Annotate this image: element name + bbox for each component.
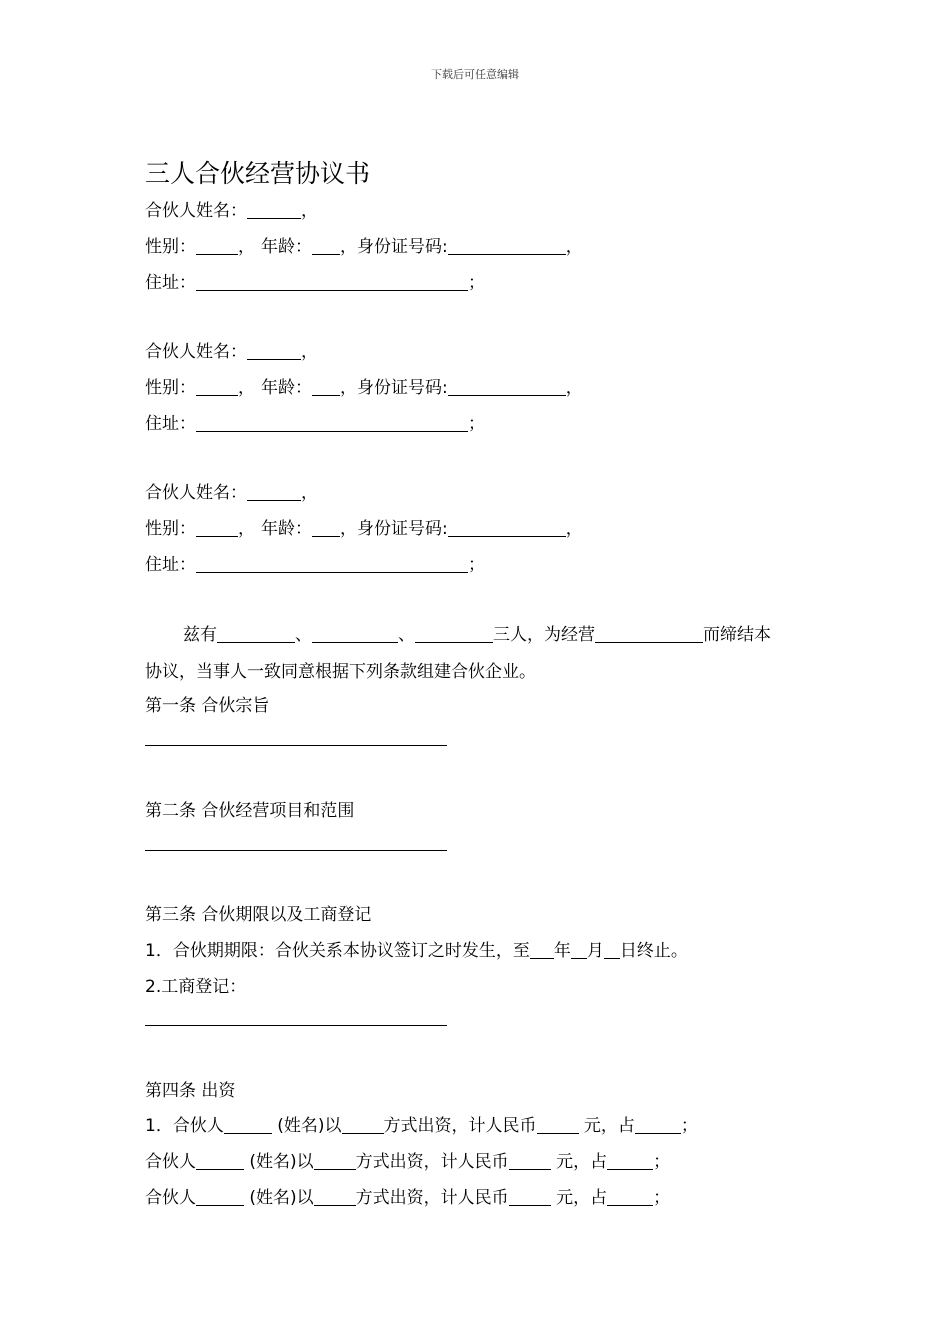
- header-note: 下载后可任意编辑: [431, 68, 519, 81]
- address-blank: [196, 273, 468, 291]
- article-1-heading: 第一条 合伙宗旨: [145, 696, 270, 716]
- comma: ，: [340, 237, 357, 257]
- gender-label: 性别：: [145, 519, 196, 539]
- partner-1-address-row: [145, 271, 485, 295]
- partner-3-info-row: [145, 517, 583, 541]
- gender-blank: [196, 237, 238, 255]
- contribution-row-1: [145, 1114, 698, 1138]
- contribution-prefix: 1．合伙人: [145, 1116, 224, 1136]
- amount-blank: [537, 1116, 579, 1134]
- method-blank: [314, 1152, 356, 1170]
- partner-2-name-row: [145, 340, 318, 364]
- dunhao: 、: [398, 625, 415, 645]
- partner-blank: [196, 1188, 244, 1206]
- comma: ，: [301, 342, 318, 362]
- name-note: (姓名)以: [271, 1116, 342, 1136]
- party-3-blank: [415, 625, 493, 643]
- partner-name-label: 合伙人姓名：: [145, 342, 247, 362]
- partner-name-blank: [247, 201, 301, 219]
- contribution-prefix: 合伙人: [145, 1188, 196, 1208]
- dunhao: 、: [295, 625, 312, 645]
- address-blank: [196, 414, 468, 432]
- address-label: 住址：: [145, 414, 196, 434]
- yuan-text: 元，占: [578, 1116, 635, 1136]
- method-text: 方式出资，计人民币: [355, 1152, 509, 1172]
- partner-name-blank: [247, 342, 301, 360]
- id-label: 身份证号码:: [357, 378, 448, 398]
- partner-blank: [224, 1116, 272, 1134]
- id-label: 身份证号码:: [357, 237, 448, 257]
- age-label: 年龄：: [261, 519, 312, 539]
- gender-label: 性别：: [145, 378, 196, 398]
- partner-name-blank: [247, 483, 301, 501]
- article-2-fill-line: [145, 850, 447, 851]
- term-text: 1．合伙期期限：合伙关系本协议签订之时发生，至: [145, 941, 530, 961]
- comma: ，: [565, 519, 583, 539]
- partner-2-address-row: [145, 412, 485, 436]
- method-blank: [342, 1116, 384, 1134]
- semicolon: ；: [653, 1152, 671, 1172]
- day-blank: [604, 941, 620, 959]
- partner-1-name-row: [145, 199, 318, 223]
- year-label: 年: [553, 941, 571, 961]
- amount-blank: [509, 1152, 551, 1170]
- article-4-heading: 第四条 出资: [145, 1081, 236, 1101]
- method-text: 方式出资，计人民币: [383, 1116, 537, 1136]
- semicolon: ；: [468, 273, 485, 293]
- amount-blank: [509, 1188, 551, 1206]
- semicolon: ；: [468, 555, 485, 575]
- partner-3-address-row: [145, 553, 485, 577]
- id-label: 身份证号码:: [357, 519, 448, 539]
- age-label: 年龄：: [261, 378, 312, 398]
- month-label: 月: [586, 941, 604, 961]
- id-blank: [448, 378, 566, 396]
- age-blank: [312, 378, 340, 396]
- article-3-item-1: [145, 939, 688, 963]
- age-label: 年龄：: [261, 237, 312, 257]
- id-blank: [448, 237, 566, 255]
- intro-line-1: [183, 623, 771, 647]
- comma: ，: [301, 483, 318, 503]
- method-blank: [314, 1188, 356, 1206]
- method-text: 方式出资，计人民币: [355, 1188, 509, 1208]
- yuan-text: 元，占: [550, 1152, 608, 1172]
- address-label: 住址：: [145, 555, 196, 575]
- share-blank: [607, 1152, 653, 1170]
- business-blank: [595, 625, 703, 643]
- semicolon: ；: [653, 1188, 671, 1208]
- party-2-blank: [312, 625, 398, 643]
- name-note: (姓名)以: [244, 1188, 314, 1208]
- gender-blank: [196, 519, 238, 537]
- month-blank: [571, 941, 587, 959]
- intro-three-people: 三人，为经营: [493, 625, 595, 645]
- share-blank: [635, 1116, 681, 1134]
- comma: ，: [565, 237, 583, 257]
- contribution-prefix: 合伙人: [145, 1152, 196, 1172]
- year-blank: [530, 941, 554, 959]
- article-2-heading: 第二条 合伙经营项目和范围: [145, 801, 355, 821]
- partner-blank: [196, 1152, 244, 1170]
- comma: ，: [301, 201, 318, 221]
- document-title: 三人合伙经营协议书: [145, 159, 371, 188]
- contribution-row-2: [145, 1150, 670, 1174]
- comma: ，: [238, 519, 255, 539]
- yuan-text: 元，占: [550, 1188, 608, 1208]
- age-blank: [312, 519, 340, 537]
- gender-blank: [196, 378, 238, 396]
- gender-label: 性别：: [145, 237, 196, 257]
- age-blank: [312, 237, 340, 255]
- semicolon: ；: [468, 414, 485, 434]
- comma: ，: [340, 378, 357, 398]
- share-blank: [607, 1188, 653, 1206]
- article-3-item-2: 2.工商登记：: [145, 977, 247, 997]
- comma: ，: [565, 378, 583, 398]
- party-1-blank: [217, 625, 295, 643]
- intro-prefix: 兹有: [183, 625, 217, 645]
- id-blank: [448, 519, 566, 537]
- contribution-row-3: [145, 1186, 670, 1210]
- intro-suffix: 而缔结本: [703, 625, 771, 645]
- comma: ，: [340, 519, 357, 539]
- address-label: 住址：: [145, 273, 196, 293]
- address-blank: [196, 555, 468, 573]
- name-note: (姓名)以: [244, 1152, 314, 1172]
- article-1-fill-line: [145, 745, 447, 746]
- partner-1-info-row: [145, 235, 583, 259]
- partner-name-label: 合伙人姓名：: [145, 201, 247, 221]
- partner-3-name-row: [145, 481, 318, 505]
- partner-name-label: 合伙人姓名：: [145, 483, 247, 503]
- comma: ，: [238, 378, 255, 398]
- registration-fill-line: [145, 1025, 447, 1026]
- day-end-label: 日终止。: [619, 941, 688, 961]
- partner-2-info-row: [145, 376, 583, 400]
- intro-line-2: 协议，当事人一致同意根据下列条款组建合伙企业。: [145, 662, 536, 682]
- article-3-heading: 第三条 合伙期限以及工商登记: [145, 905, 372, 925]
- semicolon: ；: [680, 1116, 698, 1136]
- comma: ，: [238, 237, 255, 257]
